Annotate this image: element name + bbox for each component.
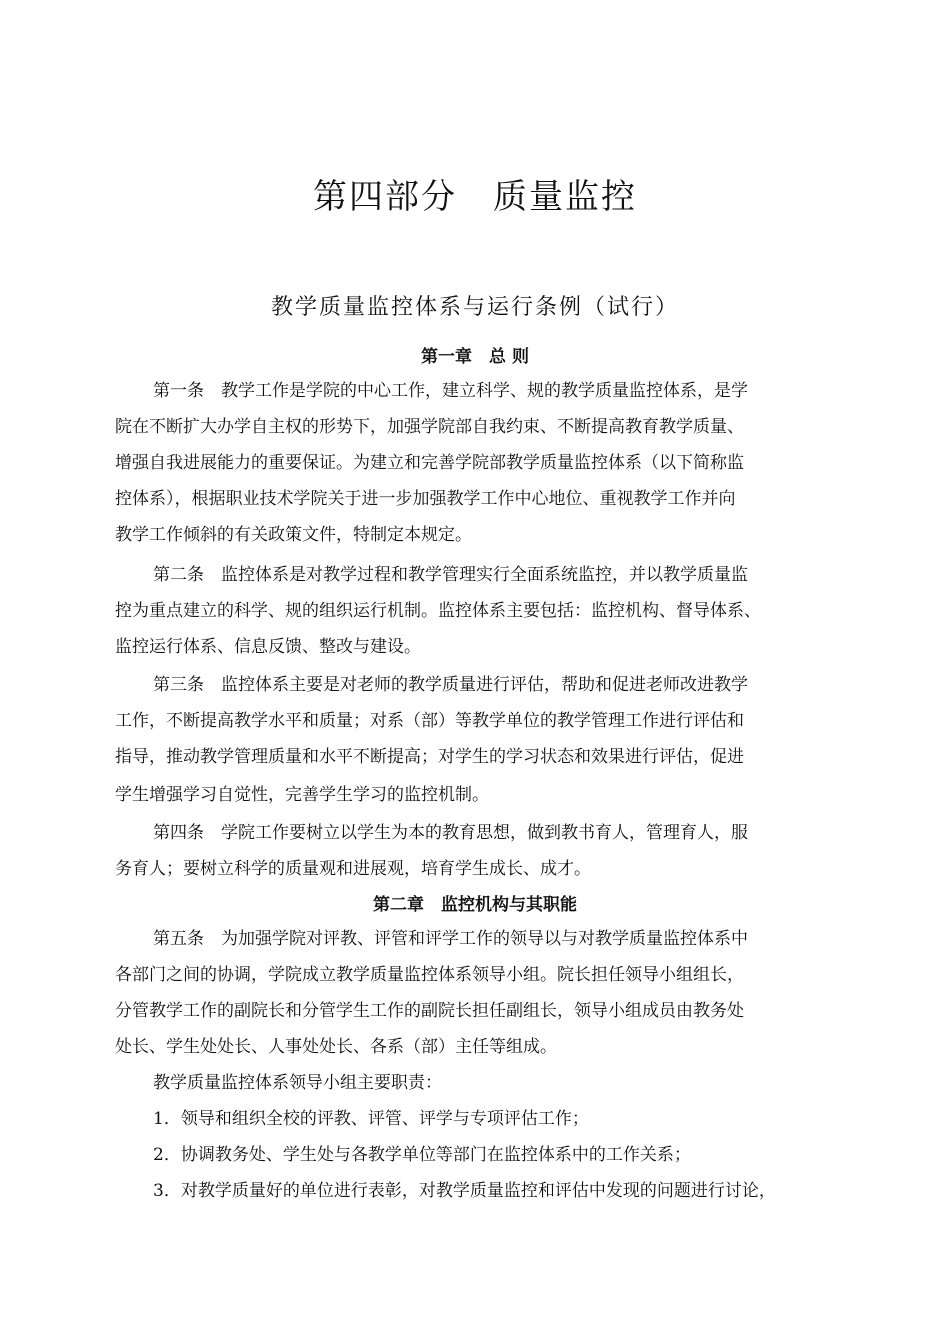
paragraph-line: 第一条 教学工作是学院的中心工作，建立科学、规的教学质量监控体系，是学 [153, 381, 748, 401]
paragraph-line: 第五条 为加强学院对评教、评管和评学工作的领导以与对教学质量监控体系中 [153, 929, 748, 949]
paragraph-line: 教学工作倾斜的有关政策文件，特制定本规定。 [115, 525, 472, 545]
paragraph-line: 分管教学工作的副院长和分管学生工作的副院长担任副组长，领导小组成员由教务处 [115, 1001, 744, 1021]
paragraph-line: 第二条 监控体系是对教学过程和教学管理实行全面系统监控，并以教学质量监 [153, 565, 748, 585]
list-item: 1．领导和组织全校的评教、评管、评学与专项评估工作； [153, 1109, 589, 1129]
paragraph-line: 控为重点建立的科学、规的组织运行机制。监控体系主要包括：监控机构、督导体系、 [115, 601, 761, 621]
paragraph-line: 院在不断扩大办学自主权的形势下，加强学院部自我约束、不断提高教育教学质量、 [115, 417, 744, 437]
paragraph-line: 各部门之间的协调，学院成立教学质量监控体系领导小组。院长担任领导小组组长， [115, 965, 744, 985]
part-title: 第四部分 质量监控 [313, 177, 637, 217]
paragraph-line: 第四条 学院工作要树立以学生为本的教育思想，做到教书育人，管理育人，服 [153, 823, 748, 843]
paragraph-line: 监控运行体系、信息反馈、整改与建设。 [115, 637, 421, 657]
paragraph-line: 工作，不断提高教学水平和质量；对系（部）等教学单位的教学管理工作进行评估和 [115, 711, 744, 731]
paragraph-line: 务育人；要树立科学的质量观和进展观，培育学生成长、成才。 [115, 859, 591, 879]
list-item: 2．协调教务处、学生处与各教学单位等部门在监控体系中的工作关系； [153, 1145, 691, 1165]
paragraph-line: 处长、学生处处长、人事处处长、各系（部）主任等组成。 [115, 1037, 557, 1057]
paragraph-line: 教学质量监控体系领导小组主要职责： [153, 1073, 442, 1093]
paragraph-line: 增强自我进展能力的重要保证。为建立和完善学院部教学质量监控体系（以下简称监 [115, 453, 744, 473]
document-title: 教学质量监控体系与运行条例（试行） [270, 295, 679, 320]
list-item: 3．对教学质量好的单位进行表彰，对教学质量监控和评估中发现的问题进行讨论， [153, 1181, 776, 1201]
paragraph-line: 指导，推动教学管理质量和水平不断提高；对学生的学习状态和效果进行评估，促进 [115, 747, 744, 767]
paragraph-line: 控体系），根据职业技术学院关于进一步加强教学工作中心地位、重视教学工作并向 [115, 489, 736, 509]
paragraph-line: 学生增强学习自觉性，完善学生学习的监控机制。 [115, 785, 489, 805]
chapter-heading-2: 第二章 监控机构与其职能 [373, 895, 577, 915]
paragraph-line: 第三条 监控体系主要是对老师的教学质量进行评估，帮助和促进老师改进教学 [153, 675, 748, 695]
chapter-heading-1: 第一章 总 则 [421, 347, 529, 367]
